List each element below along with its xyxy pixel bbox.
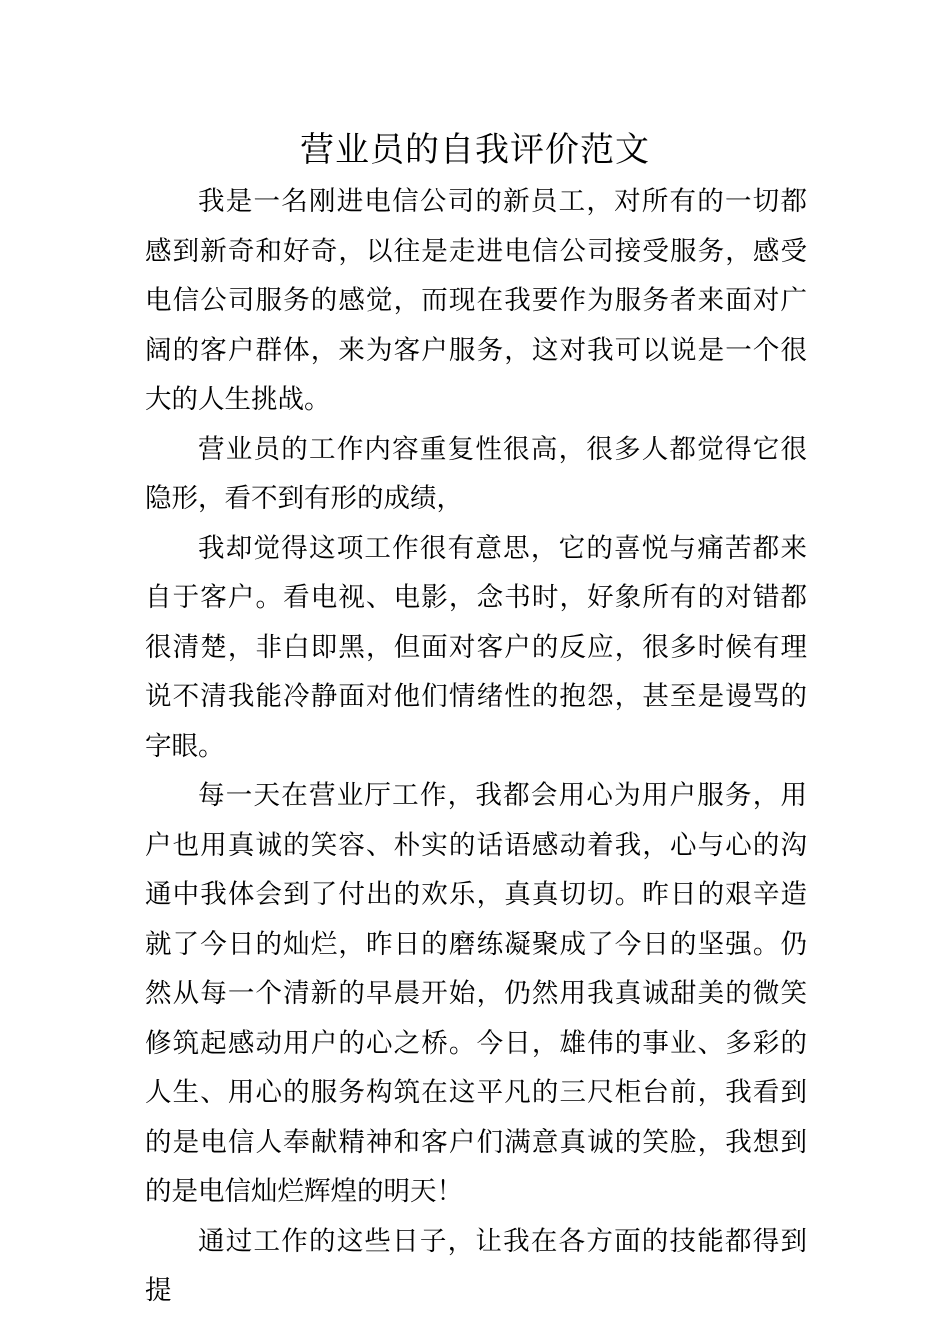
document-title: 营业员的自我评价范文: [300, 130, 650, 170]
paragraph-1: 我是一名刚进电信公司的新员工，对所有的一切都感到新奇和好奇，以往是走进电信公司接受服务，感受电信公司服务的感觉，而现在我要作为服务者来面对广阔的客户群体，来为客户服务，这对我可以说是一个很大的人生挑战。: [145, 186, 807, 415]
paragraph-5: 通过工作的这些日子，让我在各方面的技能都得到提: [145, 1225, 807, 1306]
paragraph-3: 我却觉得这项工作很有意思，它的喜悦与痛苦都来自于客户。看电视、电影，念书时，好象所有的对错都很清楚，非白即黑，但面对客户的反应，很多时候有理说不清我能冷静面对他们情绪性的抱怨，甚至是谩骂的字眼。: [145, 532, 807, 762]
document-body: [145, 177, 807, 1316]
paragraph-2: 营业员的工作内容重复性很高，很多人都觉得它很隐形，看不到有形的成绩，: [145, 433, 807, 514]
paragraph-4: 每一天在营业厅工作，我都会用心为用户服务，用户也用真诚的笑容、朴实的话语感动着我，心与心的沟通中我体会到了付出的欢乐，真真切切。昨日的艰辛造就了今日的灿烂，昨日的磨练凝聚成了今日的坚强。仍然从每一个清新的早晨开始，仍然用我真诚甜美的微笑修筑起感动用户的心之桥。今日，雄伟的事业、多彩的人生、用心的服务构筑在这平凡的三尺柜台前，我看到的是电信人奉献精神和客户们满意真诚的笑脸，我想到的是电信灿烂辉煌的明天！: [145, 780, 807, 1207]
